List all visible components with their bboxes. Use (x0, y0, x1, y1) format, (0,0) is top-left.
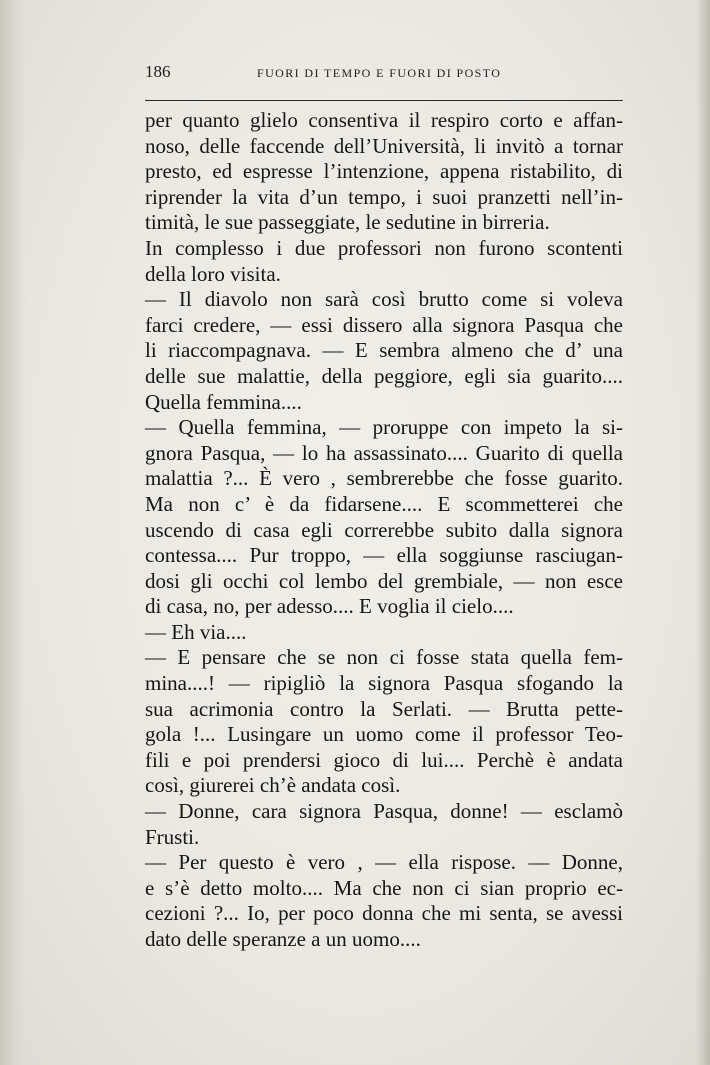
text-line: mina....! — ripigliò la signora Pasqua sfogando la (145, 671, 623, 696)
text-line: li riaccompagnava. — E sembra almeno che d’ una (145, 338, 623, 363)
text-line: — Quella femmina, — proruppe con impeto la si- (145, 415, 623, 440)
text-line: contessa.... Pur troppo, — ella soggiunse rasciugan- (145, 543, 623, 568)
text-line: cezioni ?... Io, per poco donna che mi senta, se avessi (145, 901, 623, 926)
text-line: uscendo di casa egli correrebbe subito dalla signora (145, 517, 623, 542)
text-line: Ma non c’ è da fidarsene.... E scommetterei che (145, 491, 623, 516)
text-line: riprender la vita d’un tempo, i suoi pranzetti nell’in- (145, 184, 623, 209)
text-line: sua acrimonia contro la Serlati. — Brutta pette- (145, 696, 623, 721)
text-line: Quella femmina.... (145, 389, 302, 414)
text-line: In complesso i due professori non furono scontenti (145, 235, 623, 260)
text-line: — Eh via.... (145, 619, 247, 644)
header-rule (145, 100, 623, 101)
text-line: gola !... Lusingare un uomo come il professor Teo- (145, 722, 623, 747)
text-line: della loro visita. (145, 261, 281, 286)
text-line: fili e poi prendersi gioco di lui.... Perchè è andata (145, 747, 623, 772)
page-left-edge-shadow (0, 0, 26, 1065)
text-line: — Donne, cara signora Pasqua, donne! — esclamò (145, 799, 623, 824)
text-line: presto, ed espresse l’intenzione, appena ristabilito, di (145, 159, 623, 184)
text-line: dosi gli occhi col lembo del grembiale, — non esce (145, 568, 623, 593)
text-line: — Per questo è vero , — ella rispose. — Donne, (145, 850, 623, 875)
text-line: Frusti. (145, 824, 200, 849)
page-header (145, 62, 623, 88)
text-line: timità, le sue passeggiate, le sedutine in birreria. (145, 210, 550, 235)
text-line: dato delle speranze a un uomo.... (145, 927, 421, 951)
text-line: gnora Pasqua, — lo ha assassinato.... Guarito di quella (145, 440, 623, 465)
text-line: per quanto glielo consentiva il respiro corto e affan- (145, 108, 623, 132)
text-line: malattia ?... È vero , sembrerebbe che fosse guarito. (145, 466, 623, 491)
page-right-edge-shadow (696, 0, 710, 1065)
text-line: così, giurerei ch’è andata così. (145, 773, 401, 798)
running-title: FUORI DI TEMPO E FUORI DI POSTO (257, 66, 502, 80)
text-line: — Il diavolo non sarà così brutto come si voleva (145, 287, 623, 312)
page-number: 186 (145, 62, 171, 81)
text-line: farci credere, — essi dissero alla signora Pasqua che (145, 312, 623, 337)
body-text (145, 108, 623, 953)
text-line: e s’è detto molto.... Ma che non ci sian proprio ec- (145, 875, 623, 900)
text-line: delle sue malattie, della peggiore, egli sia guarito.... (145, 363, 623, 388)
text-line: — E pensare che se non ci fosse stata quella fem- (145, 645, 623, 670)
text-line: di casa, no, per adesso.... E voglia il cielo.... (145, 594, 514, 619)
text-line: noso, delle faccende dell’Università, li invitò a tornar (145, 133, 623, 158)
